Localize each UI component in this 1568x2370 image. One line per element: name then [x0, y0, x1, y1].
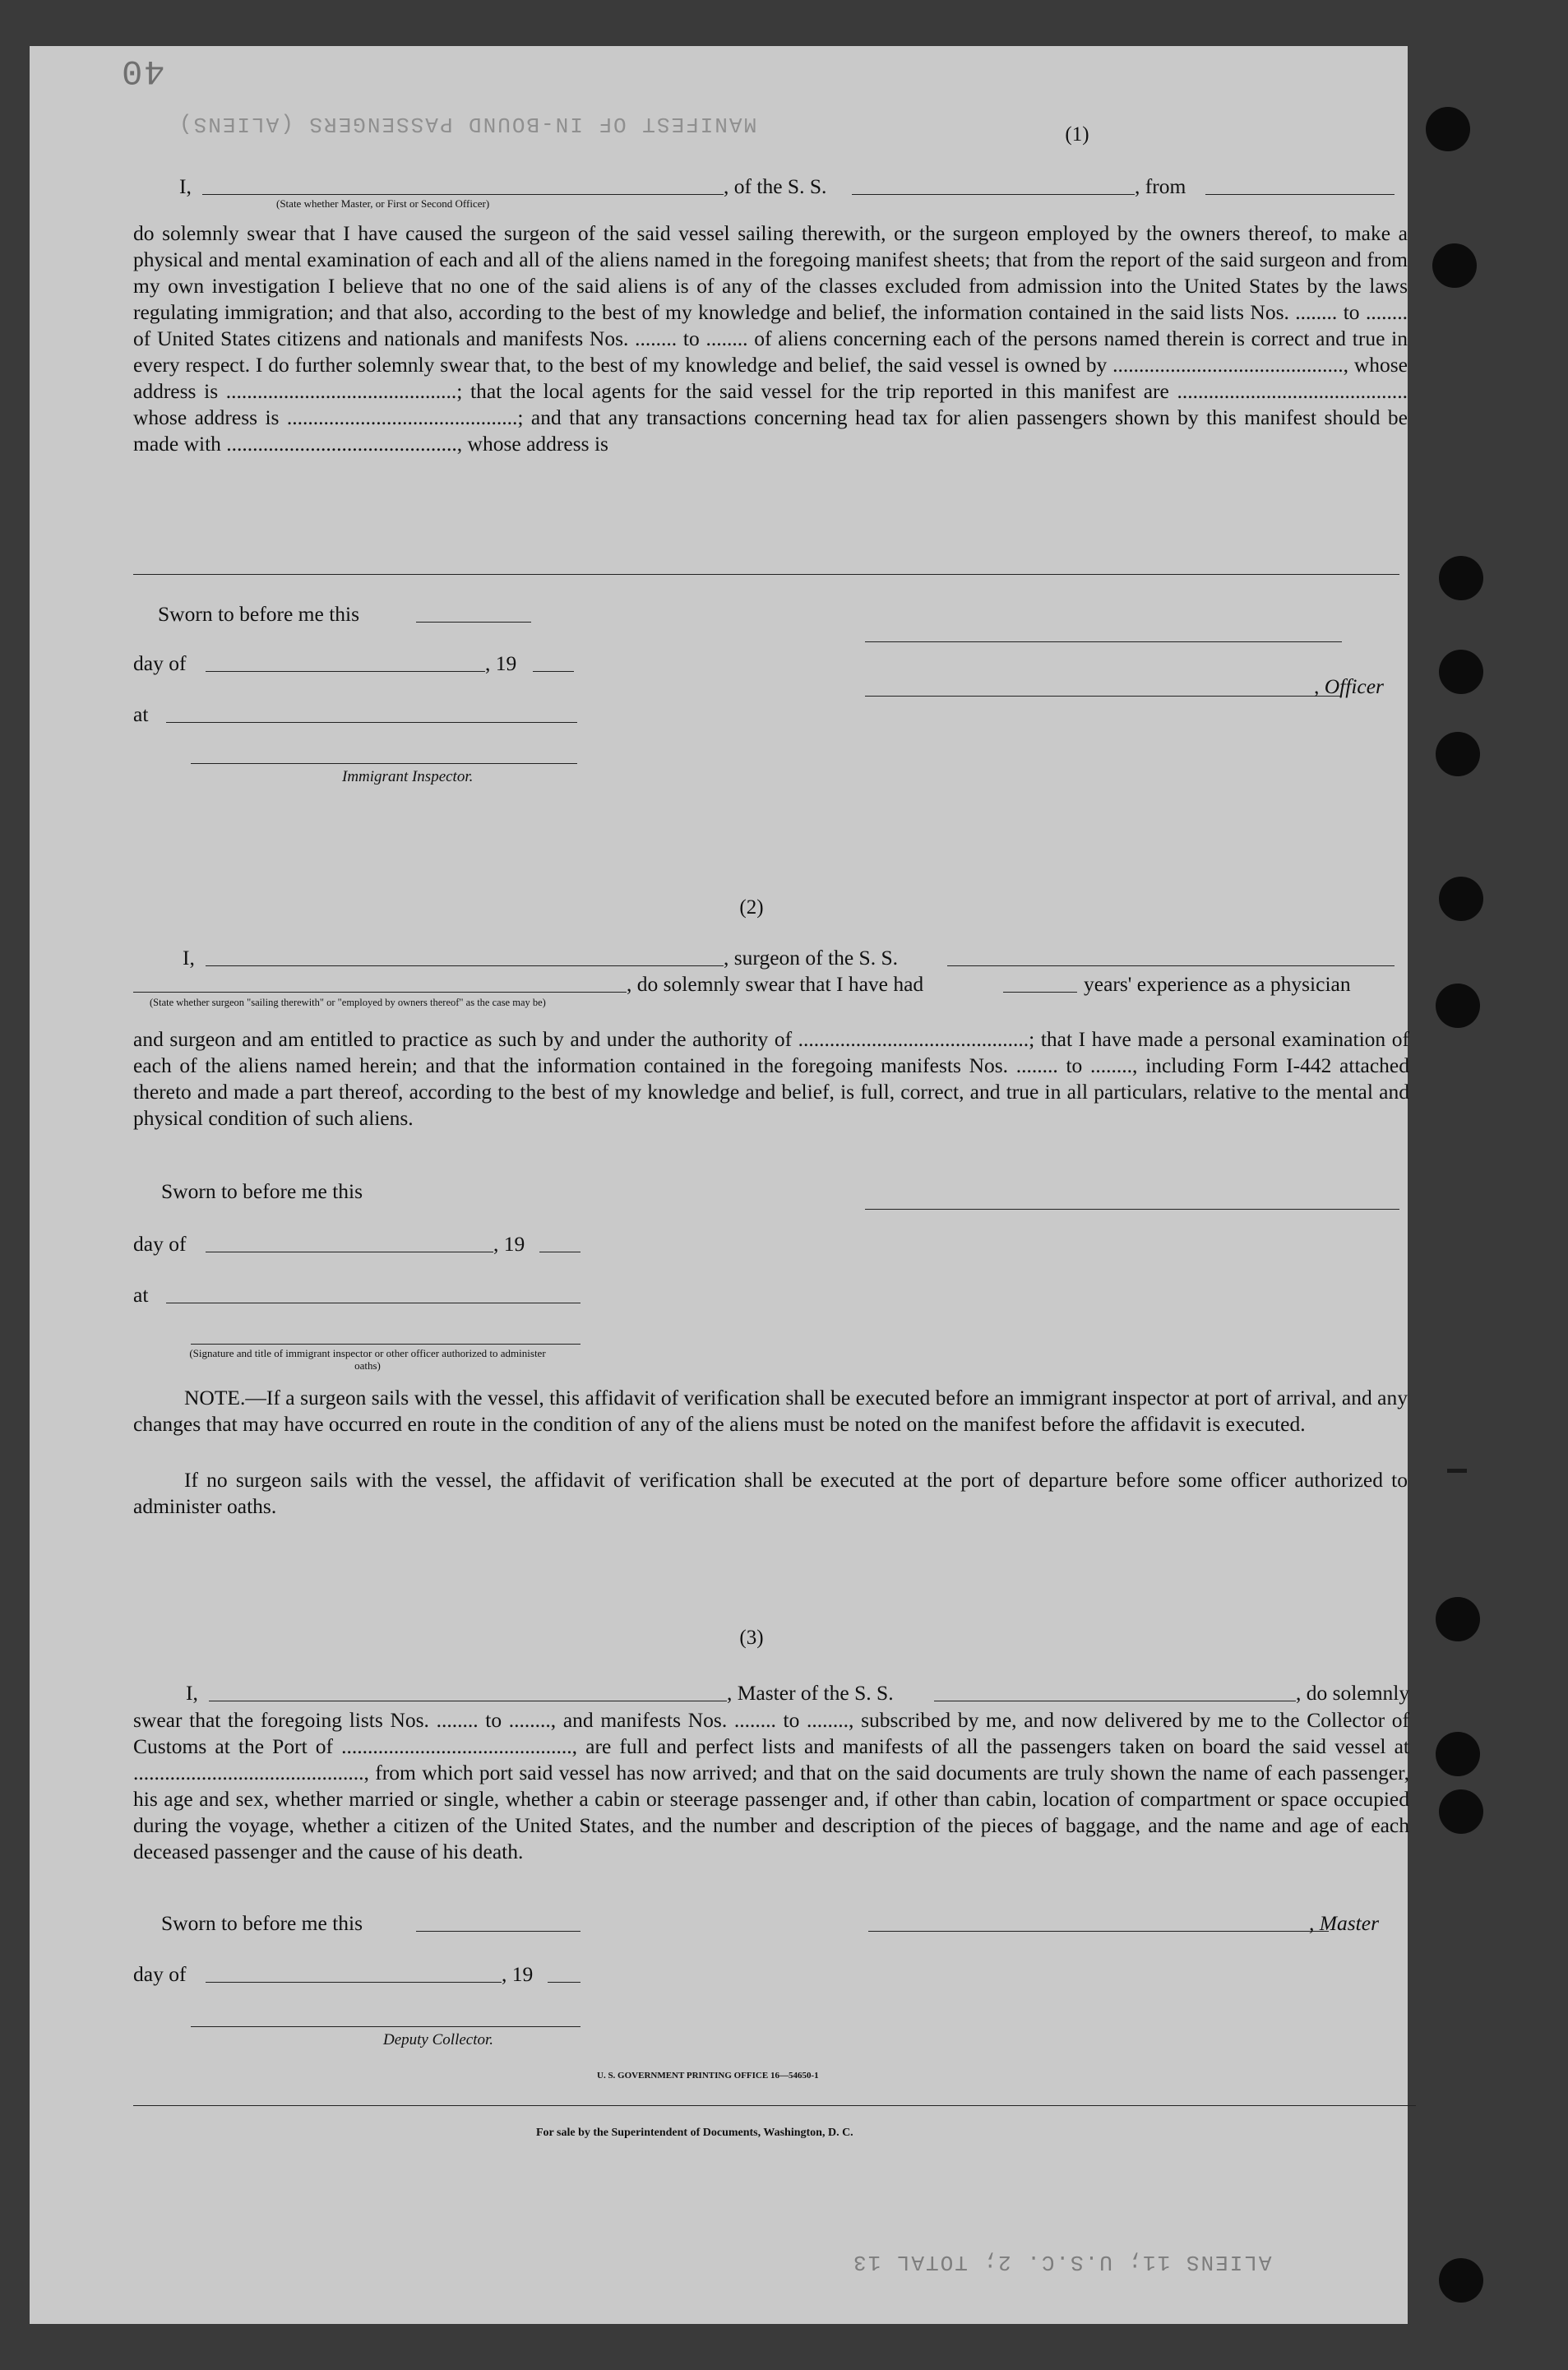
s3-line1-solemnly: , do solemnly	[1296, 1681, 1410, 1705]
s1-day-rule	[206, 671, 485, 672]
s1-year: , 19	[485, 651, 517, 675]
s1-oath-paragraph: do solemnly swear that I have caused the surgeon of the said vessel sailing therewith, or the surgeon employed by the owners thereof, to make a physical and mental examination of each and all of the aliens named in the foregoing manifest sheets; that from the report of the said surgeon and from my own investigation I believe that no one of the said aliens is of any of the classes excluded from admission into the United States by the laws regulating immigration; and that also, according to the best of my knowledge and belief, the information contained in the said lists Nos. ........ to ........ of United States citizens and nationals and manifests Nos. ........ to ........ of aliens concerning each of the persons named therein is correct and true in every respect. I do further solemnly swear that, to the best of my knowledge and belief, the said vessel is owned by ............................................, whose address is ............................................; that the local agents for the said vessel for the trip reported in this manifest are ............................................ whose address is ............................................; and that any transactions concerning head tax for alien passengers shown by this manifest should be made with ............................................, whose address is	[133, 221, 1408, 456]
section-3-number: (3)	[739, 1627, 764, 1649]
binder-hole-11	[1439, 2258, 1483, 2303]
s3-day-of: day of	[133, 1962, 187, 1986]
s2-line2-rule-b	[1003, 992, 1077, 993]
s2-caption: (State whether surgeon "sailing therewith" or "employed by owners thereof" as the case may be)	[150, 997, 546, 1008]
s2-note-1: NOTE.—If a surgeon sails with the vessel, this affidavit of verification shall be executed before an immigrant inspector at port of arrival, and any changes that may have occurred en route in the condition of any of the aliens must be noted on the manifest before the affidavit is executed.	[133, 1386, 1408, 1436]
binder-hole-10	[1439, 1789, 1483, 1834]
s1-inspector-caption: Immigrant Inspector.	[342, 768, 474, 785]
s2-surgeon-sign-rule	[865, 1209, 1399, 1210]
s2-signature-rule	[191, 1344, 580, 1345]
s2-line1-rule-a	[206, 965, 724, 966]
s2-signature-caption: (Signature and title of immigrant inspector or other officer authorized to administer oaths)	[189, 1347, 546, 1372]
s2-year: , 19	[493, 1232, 525, 1256]
s1-line1-ss: , of the S. S.	[724, 174, 827, 198]
s1-line1-rule-c	[1205, 194, 1395, 195]
s1-sworn: Sworn to before me this	[158, 602, 360, 626]
s3-line1-i: I,	[186, 1681, 198, 1705]
s1-officer-rule-2	[865, 696, 1342, 697]
s2-at: at	[133, 1283, 149, 1307]
s1-line1-rule-b	[852, 194, 1135, 195]
s2-line1-rule-b	[947, 965, 1395, 966]
s1-line1-i: I,	[179, 174, 192, 198]
s1-at-rule	[166, 722, 577, 723]
s3-master-rule	[868, 1931, 1329, 1932]
s1-line1-rule-a	[202, 194, 724, 195]
s3-collector-caption: Deputy Collector.	[383, 2031, 494, 2048]
s3-collector-rule	[191, 2026, 580, 2027]
s1-inspector-rule	[191, 763, 577, 764]
section-2-number: (2)	[739, 896, 764, 919]
s1-at: at	[133, 702, 149, 726]
s3-year-rule	[548, 1982, 580, 1983]
s2-day-of: day of	[133, 1232, 187, 1256]
binder-hole-7	[1436, 984, 1480, 1028]
binder-hole-6	[1439, 877, 1483, 921]
ghost-page-number: 40	[120, 51, 165, 90]
footer-rule	[133, 2105, 1416, 2106]
s3-day-rule	[206, 1982, 502, 1983]
binder-hole-8	[1436, 1597, 1480, 1641]
s3-sworn-rule	[416, 1931, 580, 1932]
s2-line2-years: years' experience as a physician	[1084, 972, 1351, 996]
s3-line1-ss: , Master of the S. S.	[727, 1681, 894, 1705]
s2-line2-swear: , do solemnly swear that I have had	[627, 972, 924, 996]
s1-day-of: day of	[133, 651, 187, 675]
s3-master: , Master	[1309, 1911, 1379, 1935]
binder-hole-2	[1432, 243, 1477, 288]
s2-line1-i: I,	[183, 946, 195, 970]
s1-officer-rule	[865, 641, 1342, 642]
binder-hole-5	[1436, 732, 1480, 776]
manifest-page	[30, 46, 1408, 2324]
s1-officer: , Officer	[1314, 674, 1384, 698]
binder-hole-4	[1439, 650, 1483, 694]
binder-hole-9	[1436, 1732, 1480, 1776]
s3-oath-paragraph: swear that the foregoing lists Nos. ........ to ........, and manifests Nos. ........ to ........, subscribed by me, and now delivered by me to the Collector of Customs at the Port of ............................................, are full and perfect lists and manifests of all the passengers taken on board the said vessel at ............................................, from which port said vessel has now arrived; and that on the said documents are truly shown the name of each passenger, his age and sex, whether married or single, whether a cabin or steerage passenger and, if other than cabin, location of compartment or space occupied during the voyage, whether a citizen of the United States, and the number and description of the pieces of baggage, and the name and age of each deceased passenger and the cause of his death.	[133, 1708, 1409, 1863]
ghost-total-text: ALIENS 11; U.S.C. 2; TOTAL 13	[852, 2250, 1272, 2275]
s1-line1-caption: (State whether Master, or First or Second Officer)	[276, 197, 490, 210]
s3-year: , 19	[502, 1962, 534, 1986]
s2-line2-rule-a	[133, 992, 627, 993]
s2-note-2: If no surgeon sails with the vessel, the affidavit of verification shall be executed at the port of departure before some officer authorized to administer oaths.	[133, 1468, 1408, 1518]
s1-line1-from: , from	[1135, 174, 1186, 198]
s2-oath-paragraph: and surgeon and am entitled to practice as such by and under the authority of ............................................; that I have made a personal examination of each of the aliens named herein; and that the information contained in the foregoing manifests Nos. ........ to ........, including Form I-442 attached thereto and made a part thereof, according to the best of my knowledge and belief, is full, correct, and true in all particulars, relative to the mental and physical condition of such aliens.	[133, 1027, 1409, 1130]
margin-mark	[1447, 1469, 1467, 1473]
ghost-header-text: MANIFEST OF IN-BOUND PASSENGERS (ALIENS)	[178, 112, 757, 137]
s1-sworn-rule	[416, 622, 531, 623]
printing-office-imprint: U. S. GOVERNMENT PRINTING OFFICE 16—54650-1	[597, 2071, 819, 2081]
s2-sworn: Sworn to before me this	[161, 1179, 363, 1203]
sale-notice: For sale by the Superintendent of Documents, Washington, D. C.	[536, 2127, 853, 2139]
section-1-number: (1)	[1065, 123, 1089, 146]
s1-year-rule	[533, 671, 574, 672]
s3-sworn: Sworn to before me this	[161, 1911, 363, 1935]
binder-hole-3	[1439, 556, 1483, 600]
s1-address-rule	[133, 574, 1399, 575]
s2-line1-ss: , surgeon of the S. S.	[724, 946, 899, 970]
